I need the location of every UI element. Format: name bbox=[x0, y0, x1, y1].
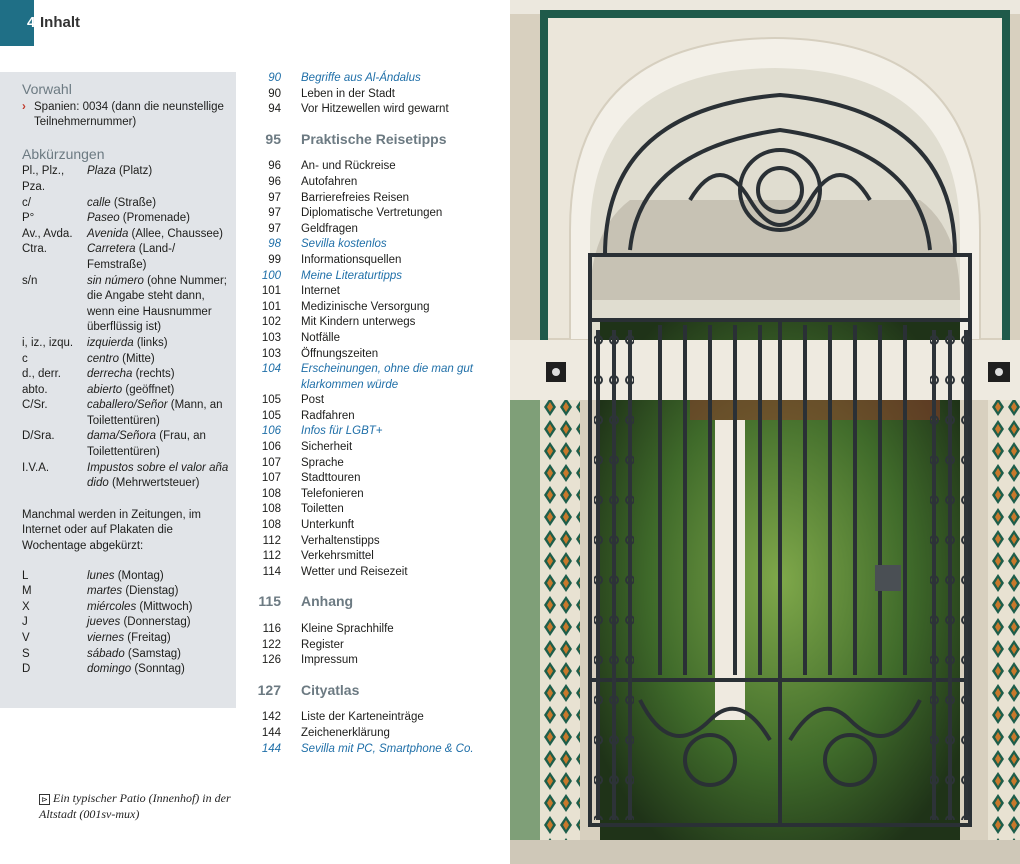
toc-page-number: 94 bbox=[268, 103, 281, 116]
toc-page-number: 103 bbox=[261, 347, 281, 360]
toc-entry bbox=[250, 565, 500, 581]
toc-label: Sicherheit bbox=[301, 441, 353, 454]
weekday-row bbox=[22, 569, 234, 585]
toc-entry[interactable] bbox=[250, 742, 500, 758]
toc-label: Diplomatische Vertretungen bbox=[301, 207, 443, 220]
page-number-box bbox=[0, 0, 34, 46]
weekday-row bbox=[22, 584, 234, 600]
weekday-row-value bbox=[87, 569, 164, 585]
patio-gate-photo bbox=[510, 0, 1020, 864]
weekday-row-term: lunes bbox=[87, 569, 115, 582]
abbreviation-row bbox=[22, 383, 234, 399]
weekday-row bbox=[22, 631, 234, 647]
abbreviation-row-term: calle bbox=[87, 196, 111, 209]
toc-label: Stadttouren bbox=[301, 472, 361, 485]
toc-page-number: 97 bbox=[268, 207, 281, 220]
toc-entry bbox=[250, 300, 500, 316]
toc-label: Verhaltenstipps bbox=[301, 534, 380, 547]
toc-page-number: 104 bbox=[261, 363, 281, 376]
toc-entry[interactable] bbox=[250, 269, 500, 285]
abbreviation-row bbox=[22, 164, 234, 195]
abbreviation-row-term: abierto bbox=[87, 383, 123, 396]
abbreviation-row-value bbox=[87, 227, 234, 243]
toc-section-heading bbox=[250, 683, 500, 699]
toc-entry bbox=[250, 518, 500, 534]
vorwahl-item bbox=[22, 100, 234, 131]
abbreviation-row-key: abto. bbox=[22, 383, 48, 396]
toc-page-number: 106 bbox=[261, 425, 281, 438]
toc-page-number: 108 bbox=[261, 503, 281, 516]
weekday-row-value bbox=[87, 647, 181, 663]
toc-entry bbox=[250, 622, 500, 638]
toc-label: Geldfragen bbox=[301, 222, 358, 235]
abbreviation-row-meaning: (rechts) bbox=[132, 368, 175, 381]
abbreviation-row-term: Carretera bbox=[87, 243, 136, 256]
abbreviation-row-meaning: (Allee, Chaussee) bbox=[128, 227, 223, 240]
toc-entry[interactable] bbox=[250, 71, 500, 87]
abbreviation-row-term: dama/Señora bbox=[87, 430, 157, 443]
toc-entry bbox=[250, 409, 500, 425]
toc-page-number: 112 bbox=[262, 534, 281, 547]
toc-label: Sprache bbox=[301, 456, 344, 469]
toc-label: Medizinische Versorgung bbox=[301, 300, 430, 313]
toc-page-number: 144 bbox=[261, 742, 281, 755]
toc-section-title: Cityatlas bbox=[301, 681, 360, 698]
abbreviation-row bbox=[22, 211, 234, 227]
abbreviation-row-meaning: (Land-/ Femstraße) bbox=[87, 243, 176, 271]
abbreviation-row-term: caballero/Señor bbox=[87, 399, 168, 412]
abbreviation-list bbox=[22, 164, 234, 491]
toc-label: Notfälle bbox=[301, 331, 340, 344]
abbreviation-row-meaning: (Frau, an Toilettentüren) bbox=[87, 430, 206, 459]
abbreviation-row-term: izquierda bbox=[87, 336, 134, 349]
toc-page-number: 142 bbox=[261, 711, 281, 724]
toc-page-number: 101 bbox=[261, 300, 281, 313]
toc-page-number: 108 bbox=[261, 519, 281, 532]
toc-label: Radfahren bbox=[301, 409, 355, 422]
toc-entry bbox=[250, 534, 500, 550]
weekday-row-meaning: (Freitag) bbox=[124, 632, 171, 644]
toc-label: Liste der Karteneinträge bbox=[301, 711, 424, 724]
weekday-row-meaning: (Samstag) bbox=[124, 647, 181, 660]
abbreviation-row-key: Av., Avda. bbox=[22, 227, 73, 240]
toc-entry[interactable] bbox=[250, 362, 500, 393]
abbreviation-row-value bbox=[87, 274, 234, 336]
abbreviation-row-meaning: (geöffnet) bbox=[122, 383, 175, 396]
abbreviation-row-key: i, iz., izqu. bbox=[22, 336, 74, 349]
abbreviation-row-value bbox=[87, 461, 234, 492]
toc-label: Wetter und Reisezeit bbox=[301, 565, 408, 578]
abbreviation-row-term: derrecha bbox=[87, 368, 133, 381]
toc-label: Leben in der Stadt bbox=[301, 87, 395, 100]
toc-label: Informationsquellen bbox=[301, 253, 402, 266]
toc-page-number: 107 bbox=[261, 456, 281, 469]
toc-entry bbox=[250, 87, 500, 103]
abbreviation-row-key: s/n bbox=[22, 274, 38, 287]
toc-entry bbox=[250, 471, 500, 487]
toc-label: Vor Hitzewellen wird gewarnt bbox=[301, 103, 449, 116]
toc-label: Verkehrsmittel bbox=[301, 550, 374, 563]
toc-label: Unterkunft bbox=[301, 519, 355, 532]
toc-entry bbox=[250, 347, 500, 363]
toc-entry bbox=[250, 206, 500, 222]
toc-label: Mit Kindern unterwegs bbox=[301, 316, 416, 329]
weekday-row-key: J bbox=[22, 616, 28, 629]
toc-label: Sevilla mit PC, Smartphone & Co. bbox=[301, 742, 474, 755]
abbreviation-row-value bbox=[87, 242, 234, 273]
toc-section-number: 127 bbox=[257, 681, 281, 698]
weekday-row-term: miércoles bbox=[87, 600, 137, 613]
weekday-row-value bbox=[87, 600, 192, 616]
toc-page-number: 144 bbox=[261, 726, 281, 739]
abbreviation-row-meaning: (Promenade) bbox=[119, 212, 190, 225]
weekday-row-term: sábado bbox=[87, 647, 125, 660]
abbreviation-row-term: centro bbox=[87, 352, 119, 365]
toc-entry bbox=[250, 331, 500, 347]
toc-entry bbox=[250, 102, 500, 118]
toc-entry bbox=[250, 456, 500, 472]
toc-label: Kleine Sprachhilfe bbox=[301, 623, 394, 635]
abbreviation-row bbox=[22, 398, 234, 429]
toc-entry bbox=[250, 222, 500, 238]
abbreviation-row-key: c bbox=[22, 352, 28, 365]
abbreviation-row-term: sin número bbox=[87, 274, 144, 287]
weekday-row-term: jueves bbox=[87, 616, 121, 629]
toc-page-number: 105 bbox=[261, 409, 281, 422]
caption-arrow-icon: ⊳ bbox=[39, 794, 50, 805]
toc-label: An- und Rückreise bbox=[301, 160, 396, 173]
toc-page-number: 101 bbox=[261, 285, 281, 298]
toc-label: Barrierefreies Reisen bbox=[301, 191, 410, 204]
abbreviation-row-term: Avenida bbox=[87, 227, 129, 240]
abbreviation-row-value bbox=[87, 196, 234, 212]
abbreviation-row-meaning: (Straße) bbox=[110, 196, 157, 209]
weekday-row bbox=[22, 662, 234, 678]
toc-label: Impressum bbox=[301, 654, 358, 667]
abbreviation-row-key: Ctra. bbox=[22, 243, 47, 256]
abbreviation-row-term: Impustos sobre el valor aña dido bbox=[87, 461, 229, 490]
toc-label: Telefonieren bbox=[301, 487, 364, 500]
toc-entry bbox=[250, 159, 500, 175]
toc-page-number: 106 bbox=[261, 441, 281, 454]
abbreviation-row bbox=[22, 227, 234, 243]
toc-page-number: 108 bbox=[261, 487, 281, 500]
abbreviation-row-key: c/ bbox=[22, 196, 31, 209]
toc-page-number: 116 bbox=[262, 623, 281, 635]
abbreviation-row-meaning: (Platz) bbox=[115, 165, 153, 178]
toc-label: Toiletten bbox=[301, 503, 344, 516]
abbreviation-row bbox=[22, 429, 234, 460]
abbreviation-row-value bbox=[87, 352, 234, 368]
page-title: Inhalt bbox=[40, 14, 80, 31]
abbreviation-row-meaning: (Mehrwertsteuer) bbox=[108, 477, 200, 490]
weekday-row-key: V bbox=[22, 632, 30, 644]
weekday-row-term: viernes bbox=[87, 632, 125, 644]
vorwahl-heading: Vorwahl bbox=[22, 81, 72, 97]
photo-caption bbox=[39, 791, 239, 822]
toc-page-number: 114 bbox=[262, 565, 281, 578]
weekday-row-key: L bbox=[22, 569, 29, 582]
abbreviation-row bbox=[22, 242, 234, 273]
caption-text: Ein typischer Patio (Innenhof) in der Altstadt (001sv-mux) bbox=[39, 791, 231, 821]
weekday-row-meaning: (Donnerstag) bbox=[120, 616, 191, 629]
abbreviation-row bbox=[22, 367, 234, 383]
page-number: 4 bbox=[27, 14, 36, 31]
weekday-row bbox=[22, 600, 234, 616]
abbreviation-row-value bbox=[87, 383, 234, 399]
abbreviation-row-value bbox=[87, 398, 234, 429]
toc-label: Sevilla kostenlos bbox=[301, 238, 387, 251]
toc-section-heading bbox=[250, 132, 500, 148]
toc-entry bbox=[250, 440, 500, 456]
toc-entry bbox=[250, 726, 500, 742]
weekday-row-key: D bbox=[22, 663, 31, 676]
toc-page-number: 102 bbox=[261, 316, 281, 329]
toc-page-number: 112 bbox=[262, 550, 281, 563]
toc-page-number: 96 bbox=[268, 175, 281, 188]
abbreviation-row-value bbox=[87, 164, 234, 195]
toc-label: Autofahren bbox=[301, 175, 358, 188]
abbreviation-row bbox=[22, 196, 234, 212]
toc-entry bbox=[250, 710, 500, 726]
toc-page-number: 97 bbox=[268, 222, 281, 235]
weekday-row-term: martes bbox=[87, 585, 123, 598]
weekday-row-key: M bbox=[22, 585, 32, 598]
toc-entry bbox=[250, 502, 500, 518]
weekday-row bbox=[22, 647, 234, 663]
abbreviation-row bbox=[22, 274, 234, 336]
abbreviation-row bbox=[22, 461, 234, 492]
weekday-row-value bbox=[87, 662, 185, 678]
weekday-row-value bbox=[87, 615, 191, 631]
toc-label: Post bbox=[301, 394, 325, 407]
toc-page-number: 126 bbox=[261, 654, 281, 667]
toc-entry bbox=[250, 284, 500, 300]
toc-label: Meine Literaturtipps bbox=[301, 269, 402, 282]
toc-entry bbox=[250, 191, 500, 207]
abbreviation-row-meaning: (Mitte) bbox=[118, 352, 155, 365]
weekday-row-value bbox=[87, 584, 178, 600]
toc-page-number: 100 bbox=[261, 269, 281, 282]
weekday-row-term: domingo bbox=[87, 663, 132, 676]
toc-label: Erscheinungen, ohne die man gut klarkommen würde bbox=[301, 363, 473, 391]
abbreviation-row-value bbox=[87, 336, 234, 352]
weekday-row-meaning: (Mittwoch) bbox=[136, 600, 193, 613]
toc-entry bbox=[250, 175, 500, 191]
chevron-right-icon: › bbox=[22, 100, 26, 113]
weekday-intro: Manchmal werden in Zeitungen, im Internet oder auf Plakaten die Wochentage abgekürzt: bbox=[22, 508, 201, 553]
abbreviation-row bbox=[22, 336, 234, 352]
toc-page-number: 107 bbox=[261, 472, 281, 485]
abbreviation-row-meaning: (Mann, an Toilettentüren) bbox=[87, 399, 223, 427]
toc-page-number: 99 bbox=[268, 253, 281, 266]
vorwahl-text: Spanien: 0034 (dann die neunstellige Teilnehmernummer) bbox=[34, 100, 224, 129]
toc-page-number: 105 bbox=[261, 394, 281, 407]
abbreviation-row-value bbox=[87, 367, 234, 383]
weekday-row-meaning: (Montag) bbox=[114, 569, 164, 582]
abbreviation-row bbox=[22, 352, 234, 368]
abbreviation-row-meaning: (links) bbox=[133, 336, 168, 349]
toc-page-number: 103 bbox=[261, 331, 281, 344]
toc-section-number: 95 bbox=[265, 130, 281, 147]
toc-entry bbox=[250, 549, 500, 565]
toc-page-number: 90 bbox=[268, 72, 281, 84]
info-box-content bbox=[22, 82, 234, 678]
toc-entry bbox=[250, 315, 500, 331]
weekday-row-meaning: (Sonntag) bbox=[131, 663, 185, 676]
weekday-row-meaning: (Dienstag) bbox=[122, 585, 179, 598]
toc-section-heading bbox=[250, 594, 500, 610]
abbreviation-row-key: C/Sr. bbox=[22, 399, 48, 412]
toc-section-title: Anhang bbox=[301, 593, 354, 610]
toc-label: Register bbox=[301, 638, 344, 651]
abbreviation-row-meaning: (ohne Nummer; die Angabe steht dann, wenn eine Hausnummer überflüssig ist) bbox=[87, 274, 227, 334]
abbreviation-row-term: Paseo bbox=[87, 212, 120, 225]
toc-label: Zeichenerklärung bbox=[301, 726, 390, 739]
table-of-contents bbox=[250, 71, 500, 757]
toc-section-number: 115 bbox=[258, 593, 281, 610]
weekday-list bbox=[22, 569, 234, 678]
toc-label: Internet bbox=[301, 285, 340, 298]
abbreviation-row-key: I.V.A. bbox=[22, 461, 50, 474]
toc-entry[interactable] bbox=[250, 237, 500, 253]
weekday-row-key: X bbox=[22, 600, 30, 613]
abbreviation-row-term: Plaza bbox=[87, 165, 116, 178]
toc-page-number: 97 bbox=[268, 191, 281, 204]
toc-page-number: 96 bbox=[268, 160, 281, 173]
abk-heading: Abkürzungen bbox=[22, 145, 105, 162]
abbreviation-row-value bbox=[87, 211, 234, 227]
toc-entry bbox=[250, 638, 500, 654]
weekday-row-value bbox=[87, 631, 171, 647]
toc-entry bbox=[250, 487, 500, 503]
weekday-row bbox=[22, 615, 234, 631]
toc-entry bbox=[250, 253, 500, 269]
abbreviation-row-key: P° bbox=[22, 212, 35, 225]
abbreviation-row-key: D/Sra. bbox=[22, 430, 55, 443]
toc-page-number: 90 bbox=[268, 87, 281, 100]
toc-section-title: Praktische Reisetipps bbox=[301, 130, 447, 147]
toc-entry[interactable] bbox=[250, 424, 500, 440]
weekday-row-key: S bbox=[22, 647, 30, 660]
toc-page-number: 122 bbox=[261, 638, 281, 651]
abbreviation-row-key: Pl., Plz., Pza. bbox=[22, 165, 65, 193]
toc-label: Begriffe aus Al-Ándalus bbox=[301, 72, 421, 84]
abbreviation-row-key: d., derr. bbox=[22, 368, 61, 381]
toc-entry bbox=[250, 653, 500, 669]
toc-label: Öffnungszeiten bbox=[301, 347, 379, 360]
toc-entry bbox=[250, 393, 500, 409]
toc-label: Infos für LGBT+ bbox=[301, 425, 383, 438]
abbreviation-row-value bbox=[87, 429, 234, 460]
toc-page-number: 98 bbox=[268, 238, 281, 251]
